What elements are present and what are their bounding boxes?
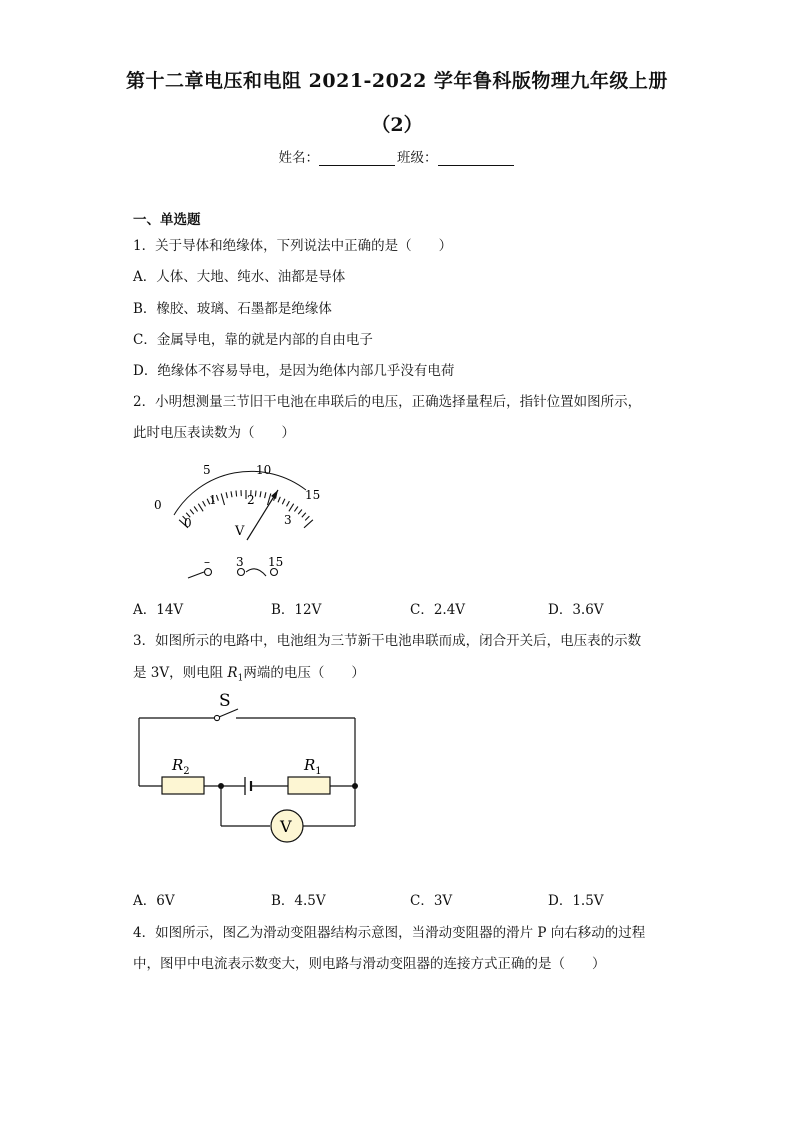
dial-tick bbox=[298, 510, 302, 515]
dial-tick bbox=[190, 510, 194, 515]
switch-label: S bbox=[219, 691, 231, 711]
q4-stem-line2: 中，图甲中电流表示数变大，则电路与滑动变阻器的连接方式正确的是（ ） bbox=[133, 956, 606, 972]
class-label: 班级： bbox=[397, 150, 438, 166]
dial-upper-label-10: 10 bbox=[256, 463, 272, 477]
dial-lower-label-2: 2 bbox=[247, 493, 255, 507]
q3-stem-line2 bbox=[133, 661, 365, 684]
dial-tick bbox=[226, 492, 227, 498]
dial-tick bbox=[216, 495, 218, 501]
dial-lower-label-0: 0 bbox=[184, 516, 192, 530]
dial-tick bbox=[203, 501, 206, 506]
dial-tick bbox=[260, 491, 261, 497]
r2-label: $R_2$ bbox=[172, 756, 190, 777]
terminal-15 bbox=[271, 569, 278, 576]
terminal-3 bbox=[238, 569, 245, 576]
dial-upper-label-15: 15 bbox=[305, 488, 321, 502]
circuit-diagram bbox=[130, 686, 370, 846]
dial-tick bbox=[305, 516, 309, 520]
q1-option-a: A．人体、大地、纯水、油都是导体 bbox=[133, 269, 346, 285]
r1-label: $R_1$ bbox=[304, 756, 322, 777]
q2-option-a: A．14V bbox=[133, 602, 184, 618]
q1-option-b: B．橡胶、玻璃、石墨都是绝缘体 bbox=[133, 301, 332, 317]
dial-tick bbox=[236, 491, 237, 497]
junction-right bbox=[352, 783, 358, 789]
resistor-r2 bbox=[162, 777, 204, 794]
dial-arc bbox=[174, 471, 306, 515]
q2-stem-line1: 2．小明想测量三节旧干电池在串联后的电压，正确选择量程后，指针位置如图所示， bbox=[133, 394, 642, 410]
q2-options bbox=[133, 598, 693, 618]
voltmeter-label: V bbox=[280, 817, 292, 836]
q3-stem-r-sub: 1 bbox=[237, 673, 244, 684]
q3-stem-line2-post: 两端的电压（ ） bbox=[243, 665, 365, 681]
student-info-row bbox=[0, 146, 794, 166]
q1-option-c: C．金属导电，靠的就是内部的自由电子 bbox=[133, 332, 373, 348]
q1-stem: 1．关于导体和绝缘体，下列说法中正确的是（ ） bbox=[133, 238, 453, 254]
section-heading: 一、单选题 bbox=[133, 212, 201, 228]
dial-lower-label-1: 1 bbox=[209, 493, 217, 507]
q4-stem-line1: 4．如图所示，图乙为滑动变阻器结构示意图，当滑动变阻器的滑片 P 向右移动的过程 bbox=[133, 925, 646, 941]
switch-contact-left bbox=[214, 715, 219, 720]
voltmeter-dial-figure bbox=[145, 455, 345, 590]
dial-tick bbox=[282, 499, 285, 504]
terminal-label-15: 15 bbox=[268, 555, 284, 569]
dial-upper-label-0: 0 bbox=[154, 498, 162, 512]
class-blank[interactable] bbox=[438, 151, 514, 166]
q1-option-d: D．绝缘体不容易导电，是因为绝体内部几乎没有电荷 bbox=[133, 363, 455, 379]
q3-stem-line2-pre: 是 3V，则电阻 bbox=[133, 665, 228, 681]
dial-tick bbox=[287, 501, 290, 506]
terminal-neg bbox=[205, 569, 212, 576]
dial-tick bbox=[221, 494, 224, 506]
dial-tick bbox=[265, 492, 266, 498]
dial-upper-label-5: 5 bbox=[203, 463, 211, 477]
terminal-label-neg: – bbox=[204, 555, 210, 569]
q3-option-c: C．3V bbox=[410, 893, 453, 909]
q2-option-c: C．2.4V bbox=[410, 602, 466, 618]
dial-tick bbox=[294, 507, 298, 512]
q2-option-b: B．12V bbox=[271, 602, 322, 618]
dial-tick bbox=[255, 491, 256, 497]
page-title: 第十二章电压和电阻 2021-2022 学年鲁科版物理九年级上册 bbox=[126, 70, 668, 92]
dial-lower-label-3: 3 bbox=[284, 513, 292, 527]
q3-stem-r: R bbox=[227, 665, 238, 681]
q2-stem-line2: 此时电压表读数为（ ） bbox=[133, 425, 295, 441]
name-blank[interactable] bbox=[319, 151, 395, 166]
resistor-r1 bbox=[288, 777, 330, 794]
terminal-label-3: 3 bbox=[236, 555, 244, 569]
q3-option-d: D．1.5V bbox=[548, 893, 604, 909]
q3-options bbox=[133, 889, 693, 909]
terminal-wire-left bbox=[188, 572, 204, 578]
dial-tick bbox=[198, 504, 203, 512]
dial-tick bbox=[302, 513, 306, 518]
dial-unit-label: V bbox=[235, 524, 245, 539]
q3-option-b: B．4.5V bbox=[271, 893, 326, 909]
name-label: 姓名： bbox=[278, 150, 319, 166]
q3-option-a: A．6V bbox=[133, 893, 175, 909]
dial-pointer-tip bbox=[271, 490, 278, 499]
terminal-wire-right bbox=[246, 569, 266, 576]
dial-tick bbox=[278, 497, 280, 503]
dial-tick bbox=[231, 491, 232, 497]
page-subtitle: （2） bbox=[371, 114, 423, 136]
dial-tick bbox=[304, 520, 313, 528]
dial-tick bbox=[194, 507, 198, 512]
dial-tick bbox=[289, 504, 294, 512]
q3-stem-line1: 3．如图所示的电路中，电池组为三节新干电池串联而成，闭合开关后，电压表的示数 bbox=[133, 633, 642, 649]
q2-option-d: D．3.6V bbox=[548, 602, 604, 618]
